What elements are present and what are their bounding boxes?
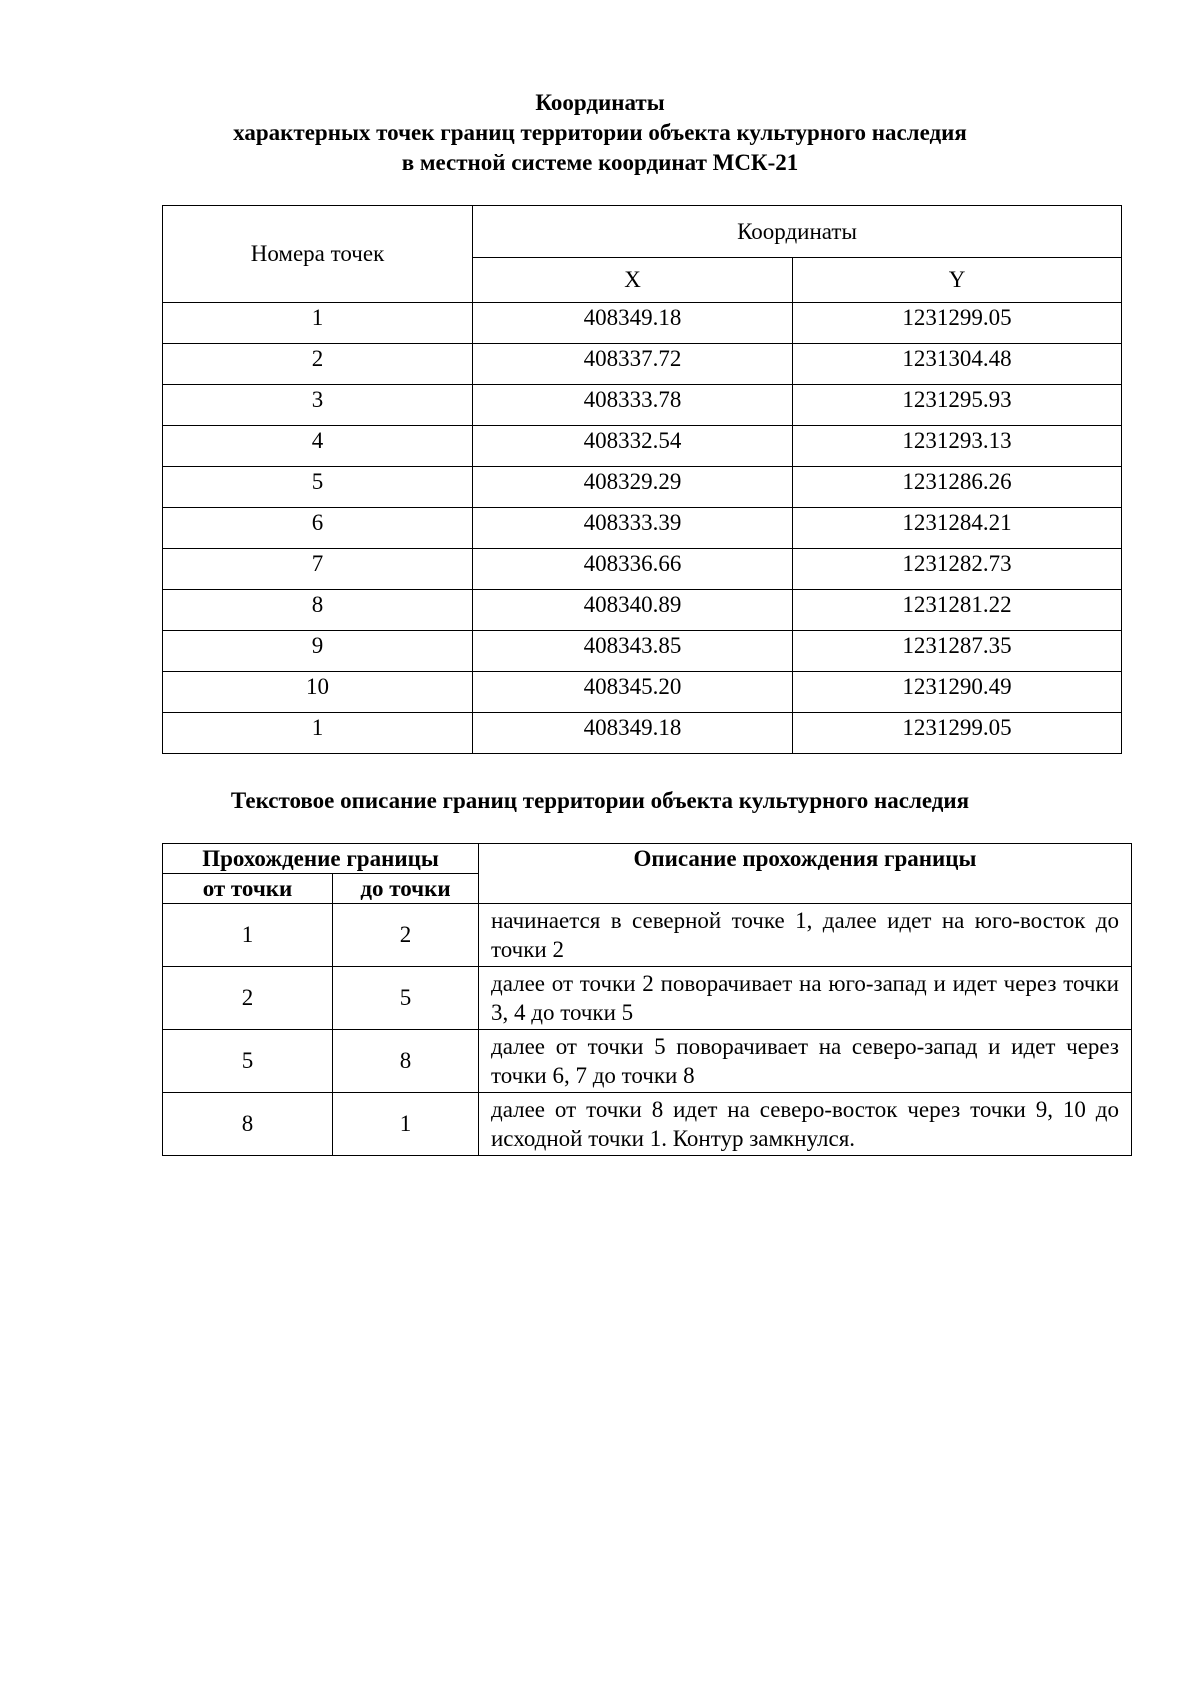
header-to-point: до точки xyxy=(333,874,479,904)
passage-description: далее от точки 8 идет на северо-восток через точки 9, 10 до исходной точки 1. Контур замкнулся. xyxy=(479,1093,1132,1156)
coord-x: 408332.54 xyxy=(473,426,793,467)
coord-x: 408333.78 xyxy=(473,385,793,426)
table-row xyxy=(163,344,1122,385)
coord-y: 1231304.48 xyxy=(793,344,1122,385)
passage-description: далее от точки 2 поворачивает на юго-запад и идет через точки 3, 4 до точки 5 xyxy=(479,967,1132,1030)
table-row xyxy=(163,713,1122,754)
header-boundary-passage: Прохождение границы xyxy=(163,844,479,874)
table-row xyxy=(163,631,1122,672)
passage-description: начинается в северной точке 1, далее идет на юго-восток до точки 2 xyxy=(479,904,1132,967)
coord-y: 1231286.26 xyxy=(793,467,1122,508)
table-row xyxy=(163,467,1122,508)
to-point: 5 xyxy=(333,967,479,1030)
table-row xyxy=(163,967,1132,1030)
from-point: 8 xyxy=(163,1093,333,1156)
title-line-1: Координаты xyxy=(535,90,665,115)
title-line-3: в местной системе координат МСК-21 xyxy=(401,150,799,175)
coord-y: 1231287.35 xyxy=(793,631,1122,672)
table-row xyxy=(163,904,1132,967)
coord-x: 408336.66 xyxy=(473,549,793,590)
table-row xyxy=(163,1093,1132,1156)
point-number: 3 xyxy=(163,385,473,426)
table-row xyxy=(163,303,1122,344)
section-title: Текстовое описание границ территории объекта культурного наследия xyxy=(230,788,970,813)
coord-x: 408345.20 xyxy=(473,672,793,713)
passage-description: далее от точки 5 поворачивает на северо-запад и идет через точки 6, 7 до точки 8 xyxy=(479,1030,1132,1093)
coord-y: 1231281.22 xyxy=(793,590,1122,631)
table-row xyxy=(163,1030,1132,1093)
header-coordinates: Координаты xyxy=(473,206,1122,258)
coord-x: 408337.72 xyxy=(473,344,793,385)
from-point: 2 xyxy=(163,967,333,1030)
from-point: 5 xyxy=(163,1030,333,1093)
point-number: 9 xyxy=(163,631,473,672)
point-number: 10 xyxy=(163,672,473,713)
coord-y: 1231299.05 xyxy=(793,303,1122,344)
header-from-point: от точки xyxy=(163,874,333,904)
point-number: 1 xyxy=(163,713,473,754)
header-point-numbers: Номера точек xyxy=(163,206,473,303)
coord-y: 1231282.73 xyxy=(793,549,1122,590)
document-title xyxy=(0,88,1200,178)
table-row xyxy=(163,590,1122,631)
coord-x: 408340.89 xyxy=(473,590,793,631)
point-number: 2 xyxy=(163,344,473,385)
point-number: 8 xyxy=(163,590,473,631)
coord-x: 408349.18 xyxy=(473,713,793,754)
table-row xyxy=(163,549,1122,590)
table-row xyxy=(163,672,1122,713)
from-point: 1 xyxy=(163,904,333,967)
point-number: 1 xyxy=(163,303,473,344)
coord-y: 1231290.49 xyxy=(793,672,1122,713)
header-x: X xyxy=(473,258,793,303)
coord-x: 408329.29 xyxy=(473,467,793,508)
coord-y: 1231293.13 xyxy=(793,426,1122,467)
to-point: 8 xyxy=(333,1030,479,1093)
point-number: 7 xyxy=(163,549,473,590)
point-number: 6 xyxy=(163,508,473,549)
table-row xyxy=(163,385,1122,426)
table-row xyxy=(163,508,1122,549)
table-row xyxy=(163,426,1122,467)
header-passage-description: Описание прохождения границы xyxy=(479,844,1132,904)
point-number: 5 xyxy=(163,467,473,508)
boundary-description-table xyxy=(162,843,1132,1156)
coordinates-table xyxy=(162,205,1122,754)
point-number: 4 xyxy=(163,426,473,467)
title-line-2: характерных точек границ территории объекта культурного наследия xyxy=(233,120,967,145)
to-point: 2 xyxy=(333,904,479,967)
coord-x: 408333.39 xyxy=(473,508,793,549)
coord-x: 408349.18 xyxy=(473,303,793,344)
coord-y: 1231295.93 xyxy=(793,385,1122,426)
coord-y: 1231284.21 xyxy=(793,508,1122,549)
header-y: Y xyxy=(793,258,1122,303)
coord-x: 408343.85 xyxy=(473,631,793,672)
to-point: 1 xyxy=(333,1093,479,1156)
coord-y: 1231299.05 xyxy=(793,713,1122,754)
